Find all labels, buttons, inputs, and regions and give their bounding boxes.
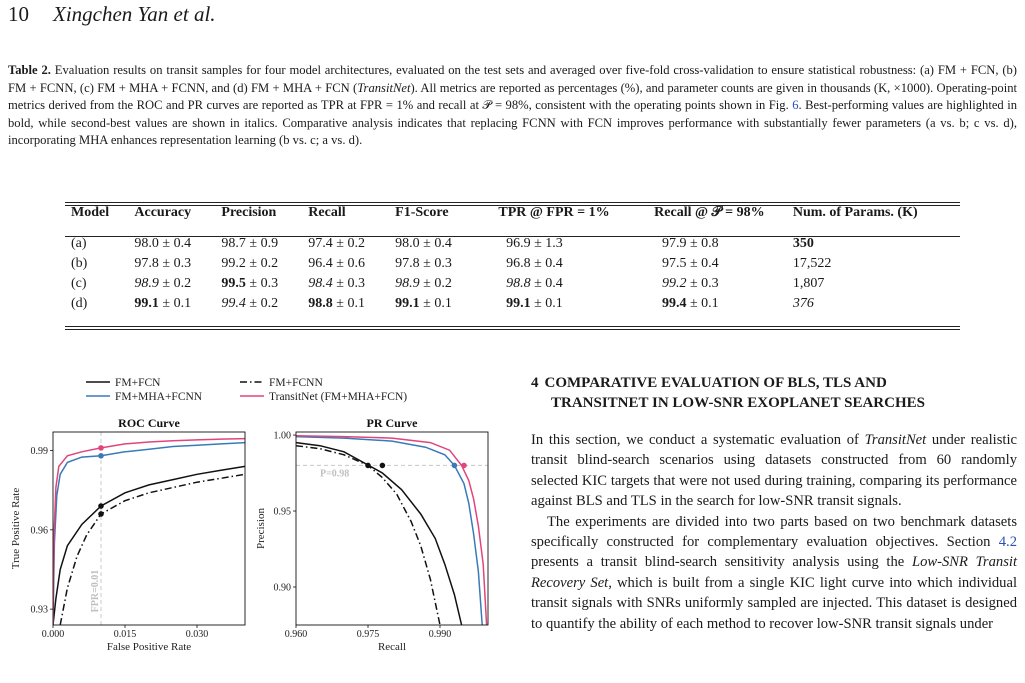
value-error: ± 0.1	[530, 296, 563, 311]
value-error: ± 0.1	[332, 296, 365, 311]
value-cell	[476, 294, 632, 314]
value-cell	[787, 274, 960, 294]
operating-point-marker	[461, 463, 467, 469]
value-error: ± 0.4	[158, 236, 192, 251]
column-header: F1-Score	[395, 205, 449, 220]
value-cell	[632, 228, 787, 254]
column-header: Num. of Params. (K)	[792, 205, 918, 220]
column-header: Accuracy	[134, 205, 192, 220]
value-cell	[476, 254, 632, 274]
figure-reference-link[interactable]: 6	[792, 98, 799, 113]
value-error: ± 0.2	[158, 276, 192, 291]
p2-text: The experiments are divided into two parts based on two benchmark datasets specifically constructed for complementary evaluation objectives. Section	[531, 513, 1017, 551]
operating-point-marker	[98, 511, 104, 517]
section-title-line-2: TRANSITNET IN LOW-SNR EXOPLANET SEARCHES	[551, 395, 925, 411]
axes-frame	[53, 432, 245, 625]
section-reference-link[interactable]: 4.2	[998, 534, 1017, 551]
value-main: 98.0	[395, 236, 420, 251]
x-axis-label: Recall	[377, 641, 407, 653]
caption-label: Table 2.	[8, 63, 51, 77]
caption-text: Evaluation results on transit samples for four model architectures, evaluated on the test sets and averaged over five-fold cross-validation to ensure statistical robustness: (a) FM + FCN, (b) FM + FCNN, (c) FM + MHA + FCNN, and (d) FM + MHA + FCN (	[8, 63, 1017, 95]
p2-emphasis: Low-SNR Transit Recovery Set	[531, 554, 1017, 591]
series-line	[296, 446, 440, 625]
y-axis-label: Precision	[255, 508, 267, 549]
value-main: 96.4	[308, 256, 333, 271]
value-cell	[215, 294, 302, 314]
value-error: ± 0.4	[530, 276, 563, 291]
caption-text-3: . Best-performing values are highlighted in bold, while second-best values are shown in italics. Comparative analysis indicates that replacing FCNN with FCN improves performance with substantially fewer parameters (a vs. b; c vs. d), incorporating MHA enhances representation learning (b vs. c; a vs. d).	[8, 98, 1017, 148]
caption-model-name: TransitNet	[357, 80, 411, 95]
x-tick-label: 0.960	[284, 629, 308, 640]
value-error: ± 0.6	[332, 256, 365, 271]
value-error: ± 0.2	[245, 256, 279, 271]
y-tick-label: 1.00	[273, 430, 291, 442]
figure-svg	[0, 368, 500, 678]
value-main: 98.9	[395, 276, 420, 291]
operating-point-marker	[98, 503, 104, 509]
value-cell	[128, 254, 215, 274]
value-main: 98.0	[134, 236, 159, 251]
value-cell	[476, 274, 632, 294]
value-main: 98.7	[221, 236, 246, 251]
table-caption	[8, 62, 1017, 150]
x-tick-label: 0.990	[428, 629, 452, 640]
value-cell	[632, 254, 787, 274]
y-tick-label: 0.96	[30, 525, 48, 537]
p1-text-2: under realistic transit blind-search scenarios using datasets constructed from 60 randomly selected KIC targets that were not used during training, comparing its performance against BLS and TLS in the search for low-SNR transit signals.	[531, 432, 1017, 510]
value-cell	[389, 274, 476, 294]
value-error: ± 0.1	[419, 296, 452, 311]
value-main: 99.1	[134, 296, 159, 311]
chart-title: PR Curve	[366, 416, 418, 430]
caption-text-2: ). All metrics are reported as percentages (%), and parameter counts are given in thousands (K, ×1000). Operating-point metrics derived from the ROC and PR curves are reported as TPR at FPR = 1% and recall at 𝒫 = 98%, consistent with the operating points shown in Fig.	[8, 80, 1017, 113]
chart-title: ROC Curve	[118, 416, 180, 430]
value-main: 98.8	[506, 276, 531, 291]
model-cell: (b)	[71, 256, 88, 271]
series-line	[60, 474, 245, 625]
value-main: 96.8	[506, 256, 531, 271]
value-error: ± 0.4	[530, 256, 563, 271]
value-error: ± 0.3	[419, 256, 452, 271]
value-cell	[215, 228, 302, 254]
value-main: 97.8	[395, 256, 420, 271]
value-main: 98.8	[308, 296, 333, 311]
p2-text-3: , which is built from a single KIC light curve into which individual transit signals with SNRs uniformly sampled are injected. This dataset is designed to quantify the ability of each method to recover low-SNR transit signals under	[531, 574, 1017, 632]
value-error: ± 0.8	[686, 236, 719, 251]
value-main: 98.9	[134, 276, 159, 291]
model-cell: (a)	[71, 236, 87, 251]
value-main: 99.4	[221, 296, 246, 311]
model-cell: (c)	[71, 276, 87, 291]
axes-frame	[296, 432, 488, 625]
operating-point-marker	[452, 463, 458, 469]
legend-label: FM+MHA+FCNN	[115, 391, 203, 403]
series-line	[296, 436, 487, 625]
column-header: Recall	[308, 205, 346, 220]
series-line	[53, 443, 245, 625]
value-main: 97.9	[661, 236, 687, 251]
paragraph-2	[531, 512, 1017, 634]
model-cell: (d)	[71, 296, 88, 311]
x-tick-label: 0.030	[185, 629, 209, 640]
x-tick-label: 0.975	[356, 629, 380, 640]
column-header: Precision	[221, 205, 277, 220]
value-error: ± 0.4	[686, 256, 719, 271]
value-main: 98.4	[308, 276, 333, 291]
section-heading	[531, 373, 1021, 413]
results-table	[65, 195, 960, 314]
table-header-row	[65, 195, 960, 228]
value-main: 376	[792, 296, 814, 311]
value-main: 97.4	[308, 236, 333, 251]
legend-label: FM+FCNN	[269, 377, 323, 389]
y-tick-label: 0.95	[273, 506, 291, 518]
y-tick-label: 0.90	[273, 582, 291, 594]
value-main: 96.9	[506, 236, 531, 251]
p2-text-2: presents a transit blind-search sensitivity analysis using the	[531, 554, 912, 571]
value-error: ± 0.2	[245, 296, 279, 311]
table-bottom-rule	[65, 326, 960, 327]
page-header	[8, 2, 216, 27]
series-line	[53, 439, 245, 625]
value-error: ± 0.1	[686, 296, 719, 311]
section-number: 4	[531, 375, 539, 391]
operating-point-marker	[98, 445, 104, 451]
value-main: 1,807	[792, 276, 825, 291]
value-cell	[215, 274, 302, 294]
value-cell	[389, 254, 476, 274]
annotation-label: P=0.98	[320, 468, 350, 480]
value-cell	[389, 294, 476, 314]
value-cell	[787, 294, 960, 314]
figure-roc-pr	[0, 368, 500, 678]
legend-label: TransitNet (FM+MHA+FCN)	[269, 391, 408, 403]
value-cell	[787, 228, 960, 254]
y-axis-label: True Positive Rate	[10, 487, 22, 570]
value-cell	[128, 228, 215, 254]
table-row	[65, 294, 960, 314]
value-error: ± 1.3	[530, 236, 563, 251]
table-body	[65, 228, 960, 314]
x-axis-label: False Positive Rate	[106, 641, 192, 653]
value-error: ± 0.9	[245, 236, 279, 251]
page-number: 10	[8, 2, 29, 26]
column-header: TPR @ FPR = 1%	[498, 205, 610, 220]
table-bottom-rule-2	[65, 329, 960, 330]
y-tick-label: 0.93	[30, 604, 48, 616]
value-main: 17,522	[792, 256, 832, 271]
value-cell	[389, 228, 476, 254]
series-line	[53, 466, 245, 625]
value-main: 99.2	[221, 256, 246, 271]
section-body	[531, 430, 1017, 634]
operating-point-marker	[380, 463, 386, 469]
running-head-authors: Xingchen Yan et al.	[53, 2, 216, 26]
value-cell	[476, 228, 632, 254]
operating-point-marker	[365, 463, 371, 469]
column-header: Model	[71, 205, 110, 220]
x-tick-label: 0.015	[113, 629, 137, 640]
value-error: ± 0.1	[158, 296, 192, 311]
value-error: ± 0.2	[332, 236, 365, 251]
p1-emphasis: TransitNet	[864, 432, 927, 448]
value-error: ± 0.3	[332, 276, 365, 291]
value-cell	[215, 254, 302, 274]
value-main: 99.4	[661, 296, 687, 311]
value-error: ± 0.2	[419, 276, 452, 291]
value-error: ± 0.3	[686, 276, 719, 291]
paragraph-1	[531, 430, 1017, 512]
value-error: ± 0.3	[245, 276, 279, 291]
operating-point-marker	[98, 453, 104, 459]
table-row	[65, 254, 960, 274]
value-cell	[302, 294, 389, 314]
table-row	[65, 228, 960, 254]
value-main: 99.2	[661, 276, 687, 291]
value-cell	[128, 274, 215, 294]
y-tick-label: 0.99	[30, 446, 48, 458]
value-main: 97.8	[134, 256, 159, 271]
legend-label: FM+FCN	[115, 377, 161, 389]
value-error: ± 0.4	[419, 236, 452, 251]
value-error: ± 0.3	[158, 256, 192, 271]
value-cell	[787, 254, 960, 274]
value-main: 350	[792, 236, 814, 251]
value-main: 97.5	[661, 256, 687, 271]
p1-text: In this section, we conduct a systematic evaluation of	[531, 432, 865, 448]
value-cell	[128, 294, 215, 314]
value-cell	[632, 294, 787, 314]
table-row	[65, 274, 960, 294]
annotation-label: FPR=0.01	[90, 569, 101, 613]
value-cell	[302, 274, 389, 294]
value-cell	[302, 228, 389, 254]
value-cell	[632, 274, 787, 294]
value-main: 99.1	[506, 296, 531, 311]
value-cell	[302, 254, 389, 274]
section-title-line-1: COMPARATIVE EVALUATION OF BLS, TLS AND	[544, 375, 887, 391]
x-tick-label: 0.000	[41, 629, 65, 640]
value-main: 99.1	[395, 296, 420, 311]
column-header: Recall @ 𝒫 = 98%	[654, 205, 765, 220]
value-main: 99.5	[221, 276, 246, 291]
